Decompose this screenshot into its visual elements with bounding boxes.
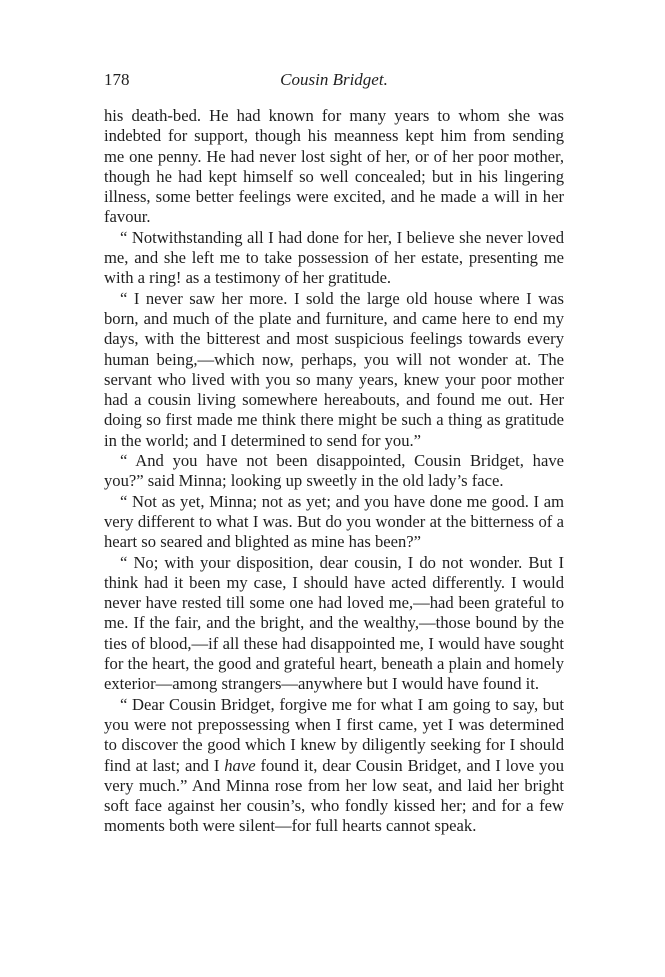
paragraph: “ I never saw her more. I sold the large old house where I was born, and much of the plate and furniture, and came here to end my days, with the bitterest and most suspicious feelings towards every human being,—which now, perhaps, you will not wonder at. The servant who lived with you so many years, knew your poor mother had a cousin living somewhere hereabouts, and found me out. Her doing so first made me think there might be such a thing as gratitude in the world; and I determined to send for you.” [104,288,564,450]
emphasized-word: have [224,755,256,775]
paragraph-text: found it, dear Cousin Bridget, and I love you very much.” And Minna rose from her low seat, and laid her bright soft face against her cousin’s, who fondly kissed her; and for a few moments both were silent—for full hearts cannot speak. [104,755,564,836]
page-number: 178 [104,70,130,89]
body-text [104,106,564,837]
paragraph: “ Not as yet, Minna; not as yet; and you have done me good. I am very different to what I was. But do you wonder at the bitterness of a heart so seared and blighted as mine has been?” [104,491,564,552]
paragraph [104,695,564,837]
page-header [104,70,564,96]
running-title: Cousin Bridget. [280,70,388,89]
paragraph: “ And you have not been disappointed, Cousin Bridget, have you?” said Minna; looking up sweetly in the old lady’s face. [104,451,564,491]
paragraph: “ No; with your disposition, dear cousin, I do not wonder. But I think had it been my case, I should have acted differently. I would never have rested till some one had loved me,—had been grateful to me. If the fair, and the bright, and the wealthy,—those bound by the ties of blood,—if all these had disappointed me, I would have sought for the heart, the good and grateful heart, beneath a plain and homely exterior—among strangers—anywhere but I would have found it. [104,552,564,694]
book-page [104,70,564,837]
paragraph: his death-bed. He had known for many years to whom she was indebted for support, though his meanness kept him from sending me one penny. He had never lost sight of her, or of her poor mother, though he had kept himself so well concealed; but in his lingering illness, some better feelings were excited, and he made a will in her favour. [104,106,564,227]
paragraph: “ Notwithstanding all I had done for her, I believe she never loved me, and she left me to take possession of her estate, presenting me with a ring! as a testimony of her gratitude. [104,227,564,288]
paragraph-text: “ Dear Cousin Bridget, forgive me for what I am going to say, but you were not prepossessing when I first came, yet I was determined to discover the good which I knew by diligently seeking for I should find at last; and I [104,694,564,775]
